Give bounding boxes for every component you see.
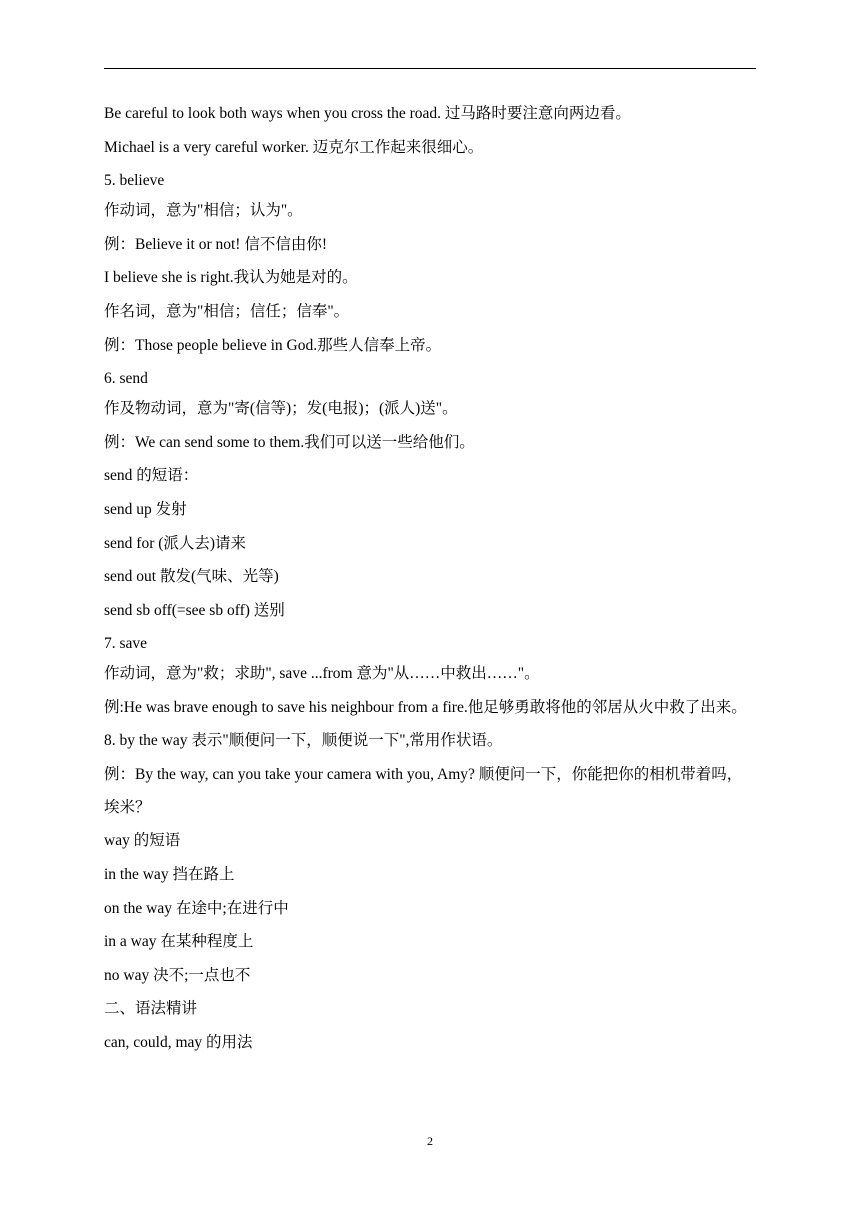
text-line: 8. by the way 表示"顺便问一下，顺便说一下",常用作状语。 — [104, 732, 503, 750]
text-line: no way 决不;一点也不 — [104, 966, 251, 984]
text-line: 作名词，意为"相信；信任；信奉"。 — [104, 302, 350, 320]
text-line: 作动词，意为"救；求助", save ...from 意为"从……中救出……"。 — [104, 665, 540, 683]
page-number: 2 — [427, 1134, 433, 1148]
text-line: 例：Believe it or not! 信不信由你! — [104, 235, 327, 253]
text-line: 例：We can send some to them.我们可以送一些给他们。 — [104, 433, 475, 451]
section-heading: 二、语法精讲 — [104, 1000, 198, 1018]
text-line: can, could, may 的用法 — [104, 1034, 253, 1052]
text-paragraph: 例:He was brave enough to save his neighbour from a fire.他足够勇敢将他的邻居从火中救了出来。 — [104, 698, 747, 716]
header-rule — [104, 68, 756, 69]
text-line: Be careful to look both ways when you cross the road. 过马路时要注意向两边看。 — [104, 105, 631, 122]
text-line: 作动词，意为"相信；认为"。 — [104, 202, 303, 220]
section-heading: 5. believe — [104, 172, 165, 190]
text-line: send up 发射 — [104, 500, 187, 518]
text-line: in a way 在某种程度上 — [104, 933, 254, 951]
text-line: send sb off(=see sb off) 送别 — [104, 601, 285, 619]
text-line: Michael is a very careful worker. 迈克尔工作起来很细心。 — [104, 138, 484, 156]
text-paragraph: 例：By the way, can you take your camera with you, Amy? 顺便问一下，你能把你的相机带着吗，埃米？ — [104, 765, 743, 817]
text-line: send out 散发(气味、光等) — [104, 568, 279, 586]
text-line: I believe she is right.我认为她是对的。 — [104, 269, 358, 287]
text-line: way 的短语 — [104, 832, 181, 850]
text-line: send 的短语： — [104, 467, 199, 485]
section-heading: 7. save — [104, 635, 148, 653]
text-line: in the way 挡在路上 — [104, 866, 235, 884]
document-body — [104, 102, 756, 1065]
text-line: send for (派人去)请来 — [104, 534, 247, 552]
text-line: 作及物动词，意为"寄(信等)；发(电报)；(派人)送"。 — [104, 400, 458, 418]
text-line: 例：Those people believe in God.那些人信奉上帝。 — [104, 336, 442, 354]
text-line: on the way 在途中;在进行中 — [104, 899, 289, 917]
section-heading: 6. send — [104, 370, 148, 388]
